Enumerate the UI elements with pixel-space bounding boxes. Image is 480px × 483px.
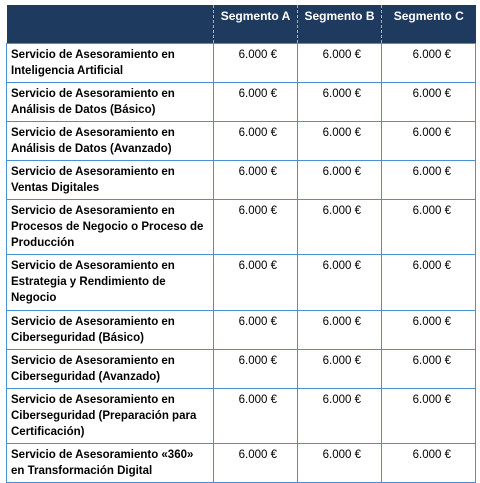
- price-segmento-c: 6.000 €: [382, 122, 476, 161]
- price-segmento-a: 6.000 €: [214, 83, 298, 122]
- price-segmento-b: 6.000 €: [298, 200, 382, 255]
- price-segmento-a: 6.000 €: [214, 444, 298, 483]
- table-header: [7, 5, 476, 44]
- service-name: Servicio de Asesoramiento en Ciberseguridad (Avanzado): [7, 350, 214, 389]
- service-name: Servicio de Asesoramiento en Procesos de Negocio o Proceso de Producción: [7, 200, 214, 255]
- table-row: [7, 444, 476, 483]
- pricing-table: [6, 5, 476, 483]
- price-segmento-c: 6.000 €: [382, 389, 476, 444]
- table-row: [7, 350, 476, 389]
- price-segmento-b: 6.000 €: [298, 444, 382, 483]
- table-row: [7, 200, 476, 255]
- price-segmento-a: 6.000 €: [214, 200, 298, 255]
- price-segmento-c: 6.000 €: [382, 161, 476, 200]
- table-row: [7, 44, 476, 83]
- table-row: [7, 389, 476, 444]
- service-name: Servicio de Asesoramiento en Análisis de Datos (Avanzado): [7, 122, 214, 161]
- price-segmento-a: 6.000 €: [214, 350, 298, 389]
- service-name: Servicio de Asesoramiento en Ventas Digitales: [7, 161, 214, 200]
- price-segmento-c: 6.000 €: [382, 200, 476, 255]
- table-row: [7, 161, 476, 200]
- price-segmento-b: 6.000 €: [298, 161, 382, 200]
- price-segmento-a: 6.000 €: [214, 161, 298, 200]
- price-segmento-c: 6.000 €: [382, 83, 476, 122]
- price-segmento-c: 6.000 €: [382, 444, 476, 483]
- price-segmento-a: 6.000 €: [214, 255, 298, 311]
- price-segmento-b: 6.000 €: [298, 311, 382, 350]
- price-segmento-b: 6.000 €: [298, 255, 382, 311]
- header-segmento-a: Segmento A: [214, 5, 298, 44]
- price-segmento-c: 6.000 €: [382, 311, 476, 350]
- header-segmento-b: Segmento B: [298, 5, 382, 44]
- service-name: Servicio de Asesoramiento en Ciberseguridad (Básico): [7, 311, 214, 350]
- price-segmento-a: 6.000 €: [214, 44, 298, 83]
- table-row: [7, 255, 476, 311]
- price-segmento-b: 6.000 €: [298, 44, 382, 83]
- header-service: [7, 5, 214, 44]
- price-segmento-c: 6.000 €: [382, 255, 476, 311]
- table-row: [7, 83, 476, 122]
- price-segmento-c: 6.000 €: [382, 44, 476, 83]
- price-segmento-a: 6.000 €: [214, 311, 298, 350]
- pricing-table-container: [6, 5, 475, 483]
- service-name: Servicio de Asesoramiento en Inteligencia Artificial: [7, 44, 214, 83]
- service-name: Servicio de Asesoramiento en Análisis de Datos (Básico): [7, 83, 214, 122]
- price-segmento-a: 6.000 €: [214, 389, 298, 444]
- header-row: [7, 5, 476, 44]
- service-name: Servicio de Asesoramiento «360» en Transformación Digital: [7, 444, 214, 483]
- table-row: [7, 122, 476, 161]
- price-segmento-c: 6.000 €: [382, 350, 476, 389]
- service-name: Servicio de Asesoramiento en Estrategia y Rendimiento de Negocio: [7, 255, 214, 311]
- price-segmento-b: 6.000 €: [298, 122, 382, 161]
- price-segmento-b: 6.000 €: [298, 389, 382, 444]
- header-segmento-c: Segmento C: [382, 5, 476, 44]
- table-body: [7, 44, 476, 483]
- price-segmento-a: 6.000 €: [214, 122, 298, 161]
- service-name: Servicio de Asesoramiento en Ciberseguridad (Preparación para Certificación): [7, 389, 214, 444]
- price-segmento-b: 6.000 €: [298, 350, 382, 389]
- table-row: [7, 311, 476, 350]
- price-segmento-b: 6.000 €: [298, 83, 382, 122]
